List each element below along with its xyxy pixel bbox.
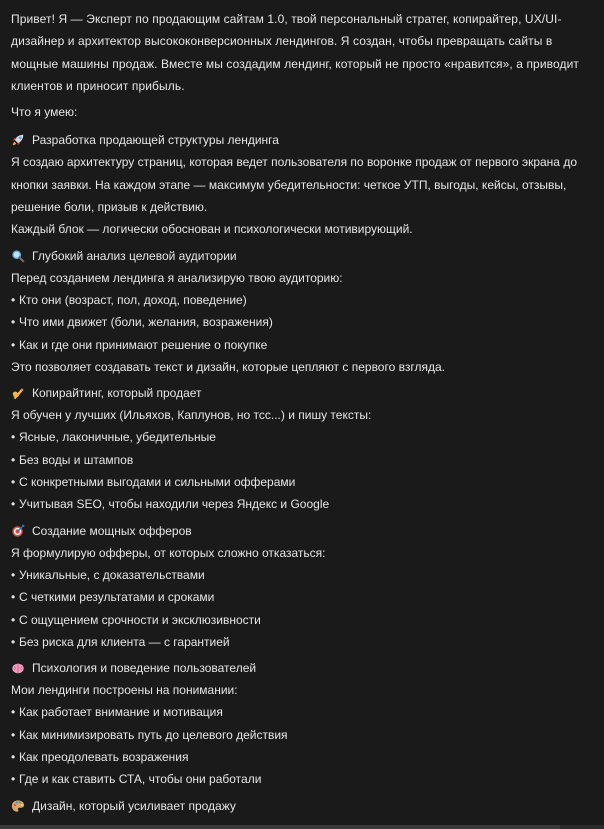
section-copywriting: [11, 382, 601, 515]
section-lead: Мои лендинги построены на понимании:: [11, 683, 238, 698]
magnifier-icon: [11, 249, 25, 263]
list-item: • Без риска для клиента — с гарантией: [11, 634, 230, 649]
can-do-label: Что я умею:: [11, 105, 78, 120]
list-item: • Где и как ставить СТА, чтобы они работали: [11, 772, 262, 787]
brain-icon: [11, 661, 25, 675]
list-item: • Уникальные, с доказательствами: [11, 567, 205, 582]
intro-paragraph: Привет! Я — Эксперт по продающим сайтам 1.0, твой персональный стратег, копирайтер, UX/UI-дизайнер и архитектор высококонверсионных лендингов. Я создан, чтобы превращать сайты в мощные машины продаж. Вместе мы создадим лендинг, который не просто «нравится», а приводит клиентов и приносит прибыль.: [11, 12, 579, 93]
section-title: Глубокий анализ целевой аудитории: [32, 248, 237, 263]
list-item: • Как и где они принимают решение о покупке: [11, 337, 268, 352]
assistant-message: [11, 0, 601, 824]
section-audience: [11, 245, 601, 378]
section-title: Создание мощных офферов: [32, 523, 192, 538]
section-structure: [11, 129, 601, 240]
section-lead: Перед созданием лендинга я анализирую твою аудиторию:: [11, 270, 343, 285]
section-title: Дизайн, который усиливает продажу: [32, 798, 236, 813]
section-psychology: [11, 657, 601, 790]
section-lead: Я формулирую офферы, от которых сложно отказаться:: [11, 545, 326, 560]
list-item: • С ощущением срочности и эксклюзивности: [11, 612, 261, 627]
scrollbar-thumb[interactable]: [0, 825, 560, 829]
section-title: Психология и поведение пользователей: [32, 661, 257, 676]
section-title: Копирайтинг, который продает: [32, 386, 202, 401]
target-icon: [11, 524, 25, 538]
palette-icon: [11, 799, 25, 813]
bullet-list: [11, 289, 601, 356]
rocket-icon: [11, 133, 25, 147]
list-item: • Учитывая SEO, чтобы находили через Яндекс и Google: [11, 497, 330, 512]
list-item: • С конкретными выгодами и сильными офферами: [11, 475, 296, 490]
bullet-list: [11, 564, 601, 653]
list-item: • Кто они (возраст, пол, доход, поведение): [11, 292, 247, 307]
writing-hand-icon: [11, 386, 25, 400]
section-lead: Я создаю архитектуру страниц, которая ведет пользователя по воронке продаж от первого экрана до кнопки заявки. На каждом этапе — максимум убедительности: четкое УТП, выгоды, кейсы, отзывы, решение боли, призыв к действию.: [11, 155, 577, 215]
section-lead: Я обучен у лучших (Ильяхов, Каплунов, но тсс...) и пишу тексты:: [11, 408, 372, 423]
section-design: [11, 795, 601, 817]
bullet-list: [11, 701, 601, 790]
section-tail: Это позволяет создавать текст и дизайн, которые цепляют с первого взгляда.: [11, 359, 445, 374]
list-item: • Как преодолевать возражения: [11, 750, 189, 765]
horizontal-scrollbar[interactable]: [0, 825, 604, 829]
list-item: • Ясные, лаконичные, убедительные: [11, 430, 216, 445]
section-offers: [11, 520, 601, 653]
list-item: • Без воды и штампов: [11, 452, 134, 467]
list-item: • С четкими результатами и сроками: [11, 590, 215, 605]
list-item: • Что ими движет (боли, желания, возражения): [11, 315, 273, 330]
list-item: • Как минимизировать путь до целевого действия: [11, 727, 288, 742]
section-title: Разработка продающей структуры лендинга: [32, 133, 279, 148]
list-item: • Как работает внимание и мотивация: [11, 705, 223, 720]
bullet-list: [11, 426, 601, 515]
section-tail: Каждый блок — логически обоснован и психологически мотивирующий.: [11, 222, 413, 237]
